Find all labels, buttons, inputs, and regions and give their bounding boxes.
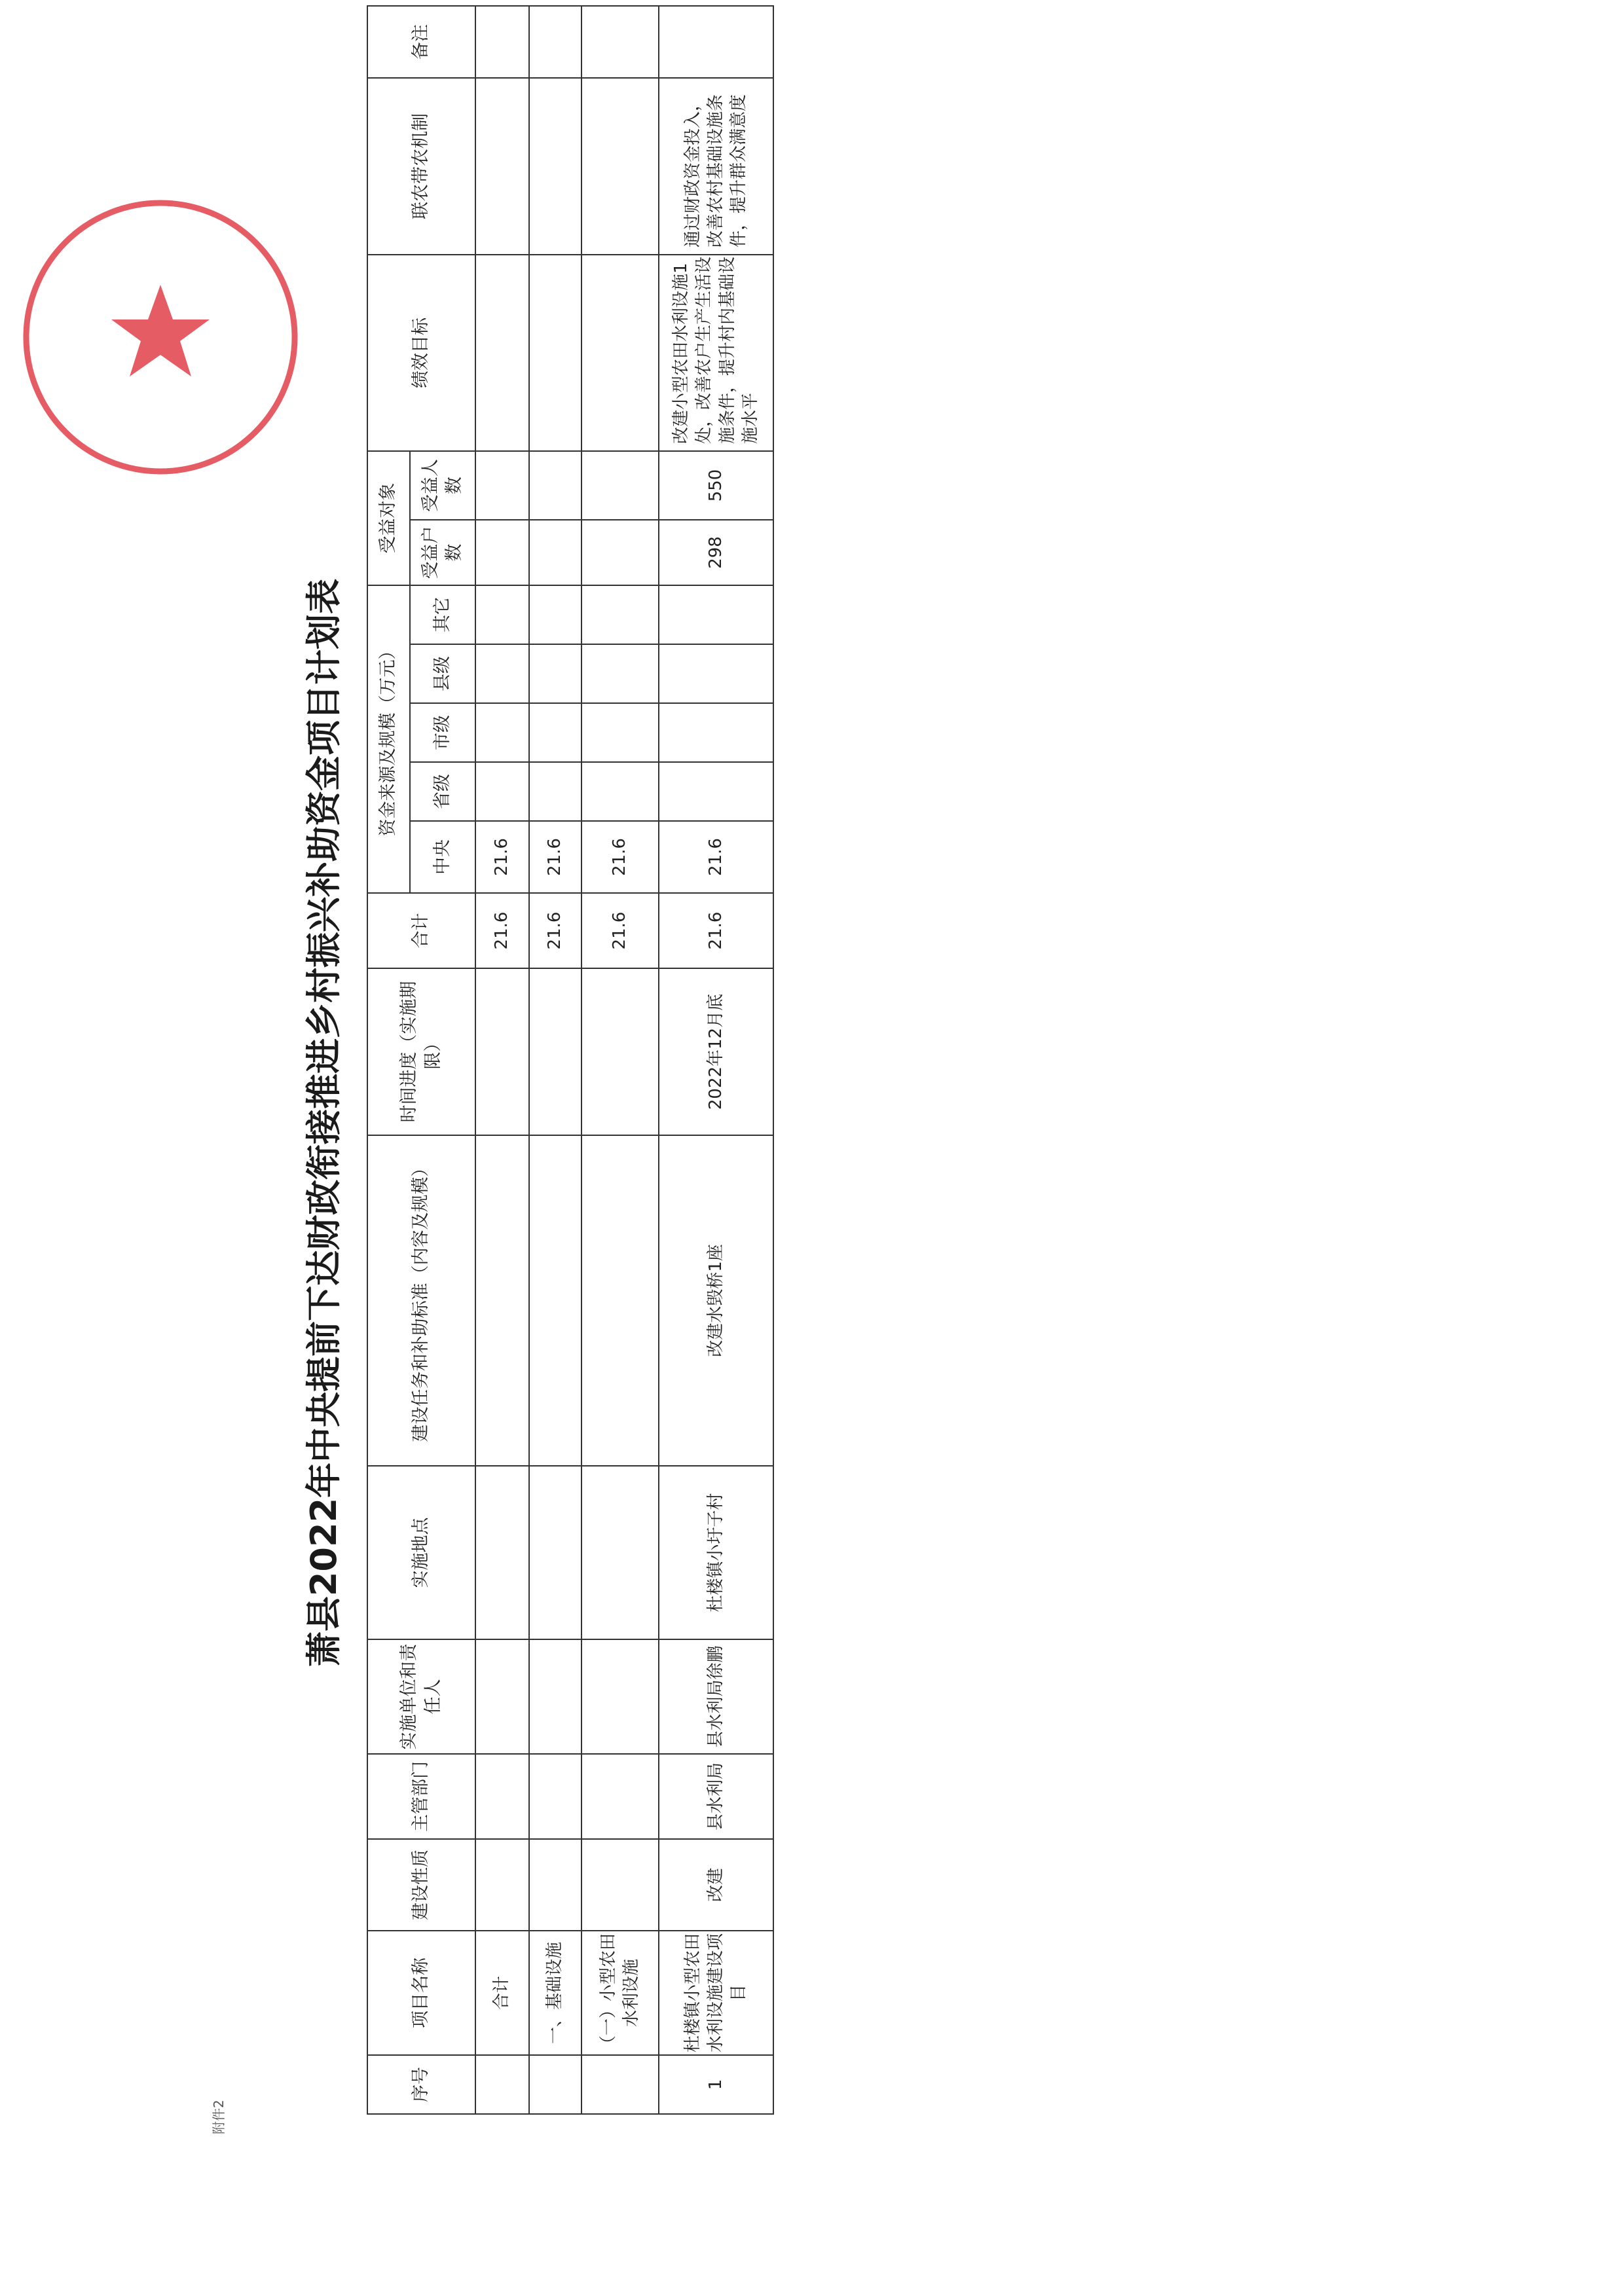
header-total: 合计 [367, 893, 475, 968]
row-name: 杜楼镇小型农田水利设施建设项目 [659, 1931, 773, 2055]
header-schedule: 时间进度（实施期限） [367, 968, 475, 1135]
header-remarks: 备注 [367, 6, 475, 78]
header-county: 县级 [410, 644, 475, 703]
table-row-subcategory [581, 6, 659, 2114]
header-households: 受益户数 [410, 520, 475, 585]
row-seq: 1 [659, 2055, 773, 2114]
row-central: 21.6 [529, 821, 581, 893]
table-row-total [475, 6, 529, 2114]
row-total: 21.6 [529, 893, 581, 968]
header-mechanism: 联农带农机制 [367, 78, 475, 255]
seal-star-icon [111, 285, 210, 376]
row-persons: 550 [659, 451, 773, 520]
row-schedule: 2022年12月底 [659, 968, 773, 1135]
header-central: 中央 [410, 821, 475, 893]
row-name: （一）小型农田水利设施 [581, 1931, 659, 2055]
header-unit: 实施单位和责任人 [367, 1639, 475, 1754]
project-plan-table [367, 5, 774, 2115]
header-fund-source: 资金来源及规模（万元） [367, 585, 410, 893]
row-location: 杜楼镇小圩子村 [659, 1466, 773, 1639]
document-title: 萧县2022年中央提前下达财政衔接推进乡村振兴补助资金项目计划表 [303, 578, 344, 1667]
row-total: 21.6 [659, 893, 773, 968]
header-nature: 建设性质 [367, 1839, 475, 1931]
official-seal [13, 190, 308, 484]
header-other: 其它 [410, 585, 475, 644]
row-content: 改建水毁桥1座 [659, 1135, 773, 1466]
header-location: 实施地点 [367, 1466, 475, 1639]
header-beneficiaries: 受益对象 [367, 451, 410, 585]
header-row-1 [367, 6, 410, 2114]
row-central: 21.6 [581, 821, 659, 893]
header-project-name: 项目名称 [367, 1931, 475, 2055]
header-content: 建设任务和补助标准（内容及规模） [367, 1135, 475, 1466]
header-city: 市级 [410, 703, 475, 762]
header-seq: 序号 [367, 2055, 475, 2114]
row-total: 21.6 [581, 893, 659, 968]
row-name: 一、基础设施 [529, 1931, 581, 2055]
header-province: 省级 [410, 762, 475, 821]
attachment-label: 附件2 [211, 2100, 227, 2134]
row-nature: 改建 [659, 1839, 773, 1931]
row-goal: 改建小型农田水利设施1处，改善农户生产生活设施条件，提升村内基础设施水平 [659, 255, 773, 451]
row-name: 合计 [475, 1931, 529, 2055]
row-dept: 县水利局 [659, 1754, 773, 1839]
header-dept: 主管部门 [367, 1754, 475, 1839]
header-goal: 绩效目标 [367, 255, 475, 451]
header-persons: 受益人数 [410, 451, 475, 520]
row-mechanism: 通过财政资金投入，改善农村基础设施条件，提升群众满意度 [659, 78, 773, 255]
row-central: 21.6 [659, 821, 773, 893]
row-households: 298 [659, 520, 773, 585]
row-unit: 县水利局徐鹏 [659, 1639, 773, 1754]
table-row-item [659, 6, 773, 2114]
landscape-sheet [288, 24, 773, 2115]
row-central: 21.6 [475, 821, 529, 893]
table-row-category [529, 6, 581, 2114]
row-total: 21.6 [475, 893, 529, 968]
